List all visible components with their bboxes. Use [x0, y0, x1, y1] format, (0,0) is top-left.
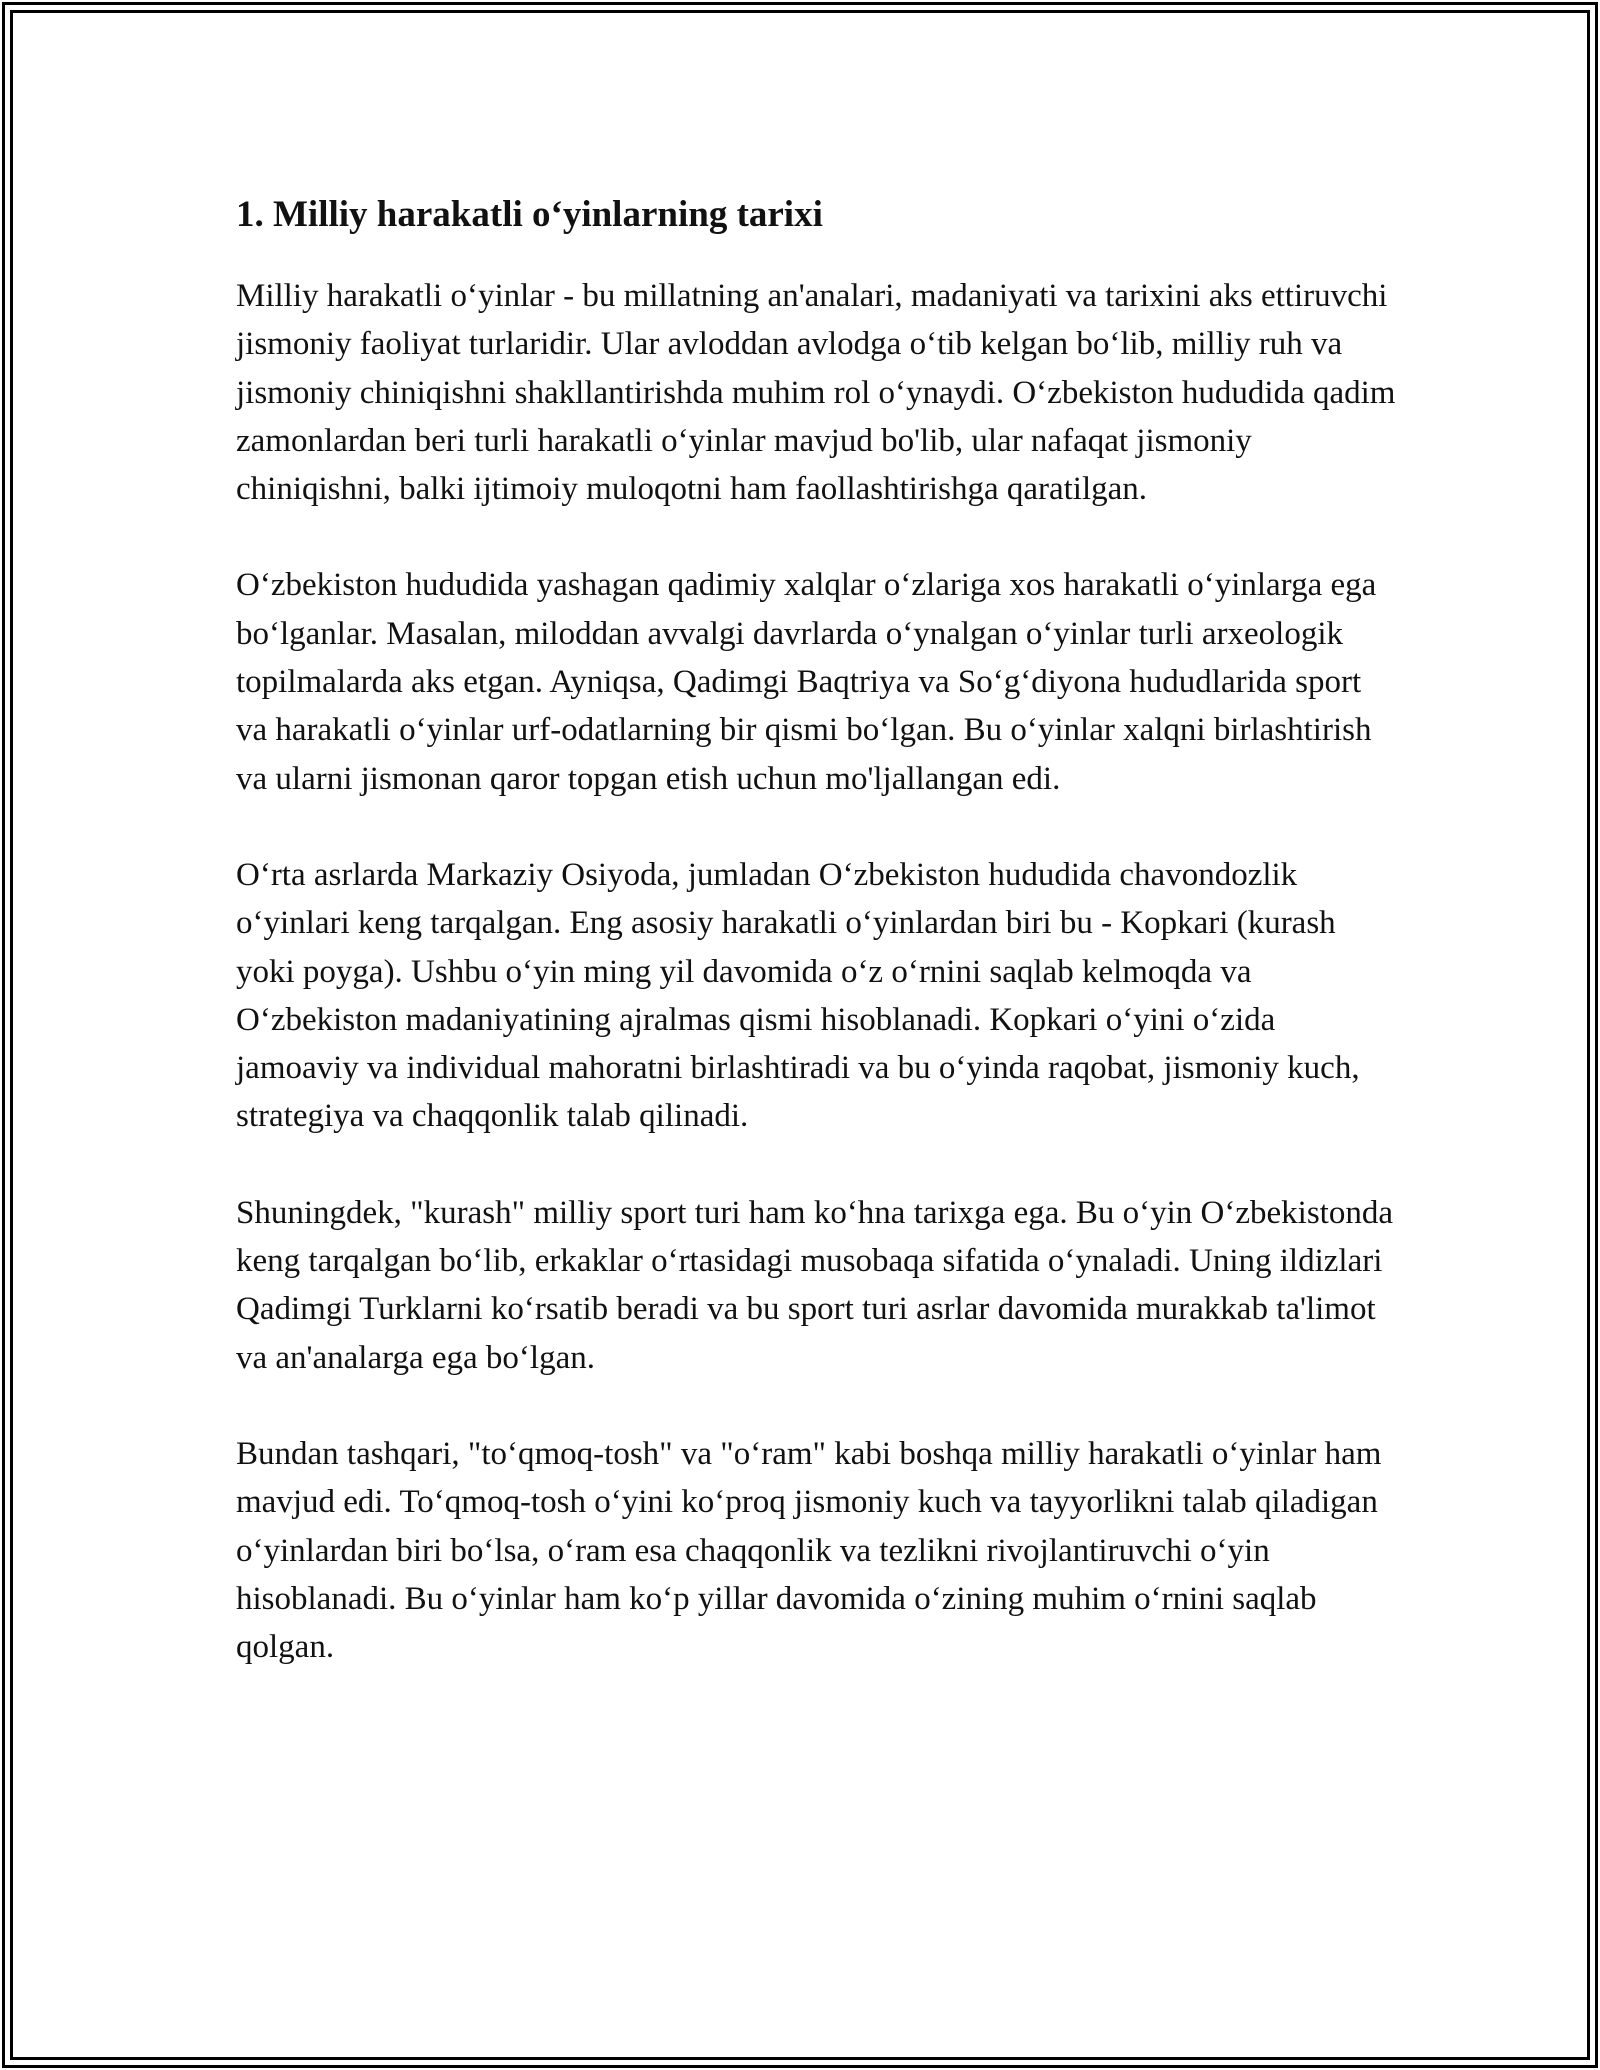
paragraph-1: Milliy harakatli o‘yinlar - bu millatning an'analari, madaniyati va tarixini aks ettiruvchi jismoniy faoliyat turlaridir. Ular avloddan avlodga o‘tib kelgan bo‘lib, milliy ruh va jismoniy chiniqishni shakllantirishda muhim rol o‘ynaydi. O‘zbekiston hududida qadim zamonlardan beri turli harakatli o‘yinlar mavjud bo'lib, ular nafaqat jismoniy chiniqishni, balki ijtimoiy muloqotni ham faollashtirishga qaratilgan. [236, 278, 1396, 508]
section-heading: 1. Milliy harakatli o‘yinlarning tarixi [236, 194, 823, 235]
paragraph-5: Bundan tashqari, "to‘qmoq-tosh" va "o‘ram" kabi boshqa milliy harakatli o‘yinlar ham mavjud edi. To‘qmoq-tosh o‘yini ko‘proq jismoniy kuch va tayyorlikni talab qiladigan o‘yinlardan biri bo‘lsa, o‘ram esa chaqqonlik va tezlikni rivojlantiruvchi o‘yin hisoblanadi. Bu o‘yinlar ham ko‘p yillar davomida o‘zining muhim o‘rnini saqlab qolgan. [236, 1435, 1382, 1666]
paragraph-3: O‘rta asrlarda Markaziy Osiyoda, jumladan O‘zbekiston hududida chavondozlik o‘yinlari keng tarqalgan. Eng asosiy harakatli o‘yinlardan biri bu - Kopkari (kurash yoki poyga). Ushbu o‘yin ming yil davomida o‘z o‘rnini saqlab kelmoqda va O‘zbekiston madaniyatining ajralmas qismi hisoblanadi. Kopkari o‘yini o‘zida jamoaviy va individual mahoratni birlashtiradi va bu o‘yinda raqobat, jismoniy kuch, strategiya va chaqqonlik talab qilinadi. [236, 856, 1360, 1135]
paragraph-4: Shuningdek, "kurash" milliy sport turi ham ko‘hna tarixga ega. Bu o‘yin O‘zbekistonda keng tarqalgan bo‘lib, erkaklar o‘rtasidagi musobaqa sifatida o‘ynaladi. Uning ildizlari Qadimgi Turklarni ko‘rsatib beradi va bu sport turi asrlar davomida murakkab ta'limot va an'analarga ega bo‘lgan. [236, 1194, 1393, 1376]
document-body [236, 186, 1396, 1671]
paragraph-2: O‘zbekiston hududida yashagan qadimiy xalqlar o‘zlariga xos harakatli o‘yinlarga ega bo‘lganlar. Masalan, miloddan avvalgi davrlarda o‘ynalgan o‘yinlar turli arxeologik topilmalarda aks etgan. Ayniqsa, Qadimgi Baqtriya va So‘g‘diyona hududlarida sport va harakatli o‘yinlar urf-odatlarning bir qismi bo‘lgan. Bu o‘yinlar xalqni birlashtirish va ularni jismonan qaror topgan etish uchun mo'ljallangan edi. [236, 567, 1377, 797]
